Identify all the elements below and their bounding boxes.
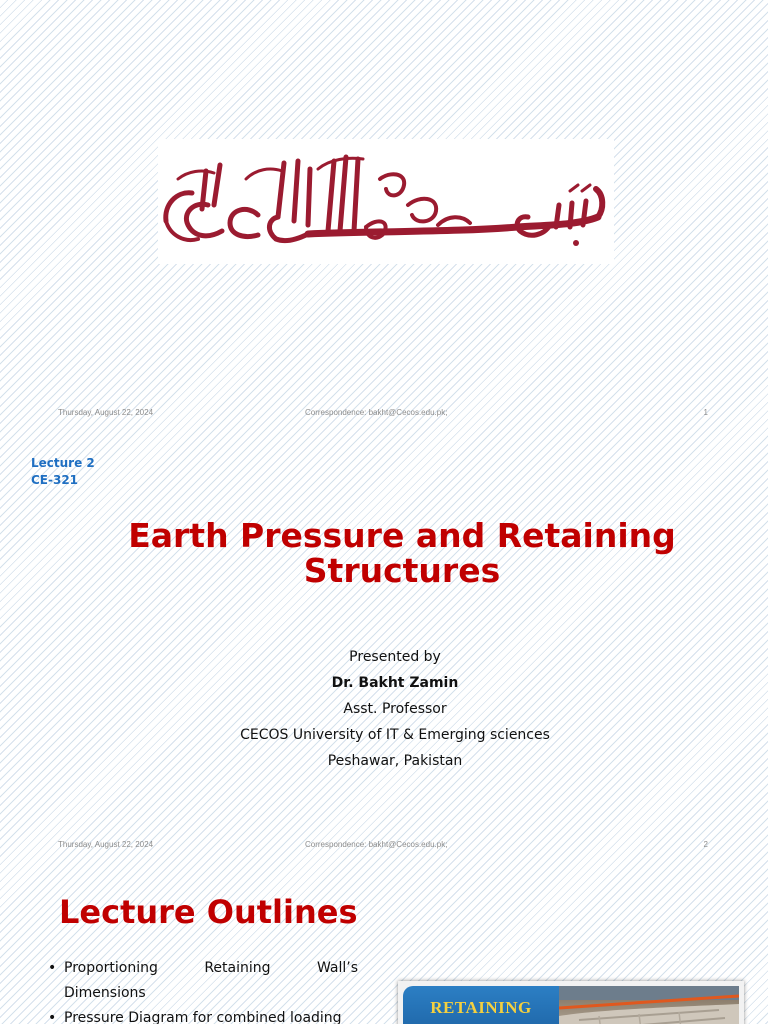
lecture-tag <box>31 455 95 489</box>
basmala-calligraphy-image <box>158 139 614 264</box>
presenter-block <box>200 644 590 774</box>
slide-number: 1 <box>703 408 708 417</box>
slide-footer <box>0 408 768 420</box>
presenter-university: CECOS University of IT & Emerging sciences <box>240 727 550 743</box>
footer-date: Thursday, August 22, 2024 <box>58 840 154 849</box>
list-item-text: Pressure Diagram for combined loading <box>64 1010 342 1024</box>
bullet-icon: • <box>48 1010 57 1024</box>
slide-2 <box>0 432 768 864</box>
slide-3 <box>0 864 768 1024</box>
slide-title: Lecture Outlines <box>59 893 358 931</box>
list-item-text: Proportioning Retaining Wall’s Dimensions <box>64 960 358 1001</box>
list-item <box>48 1006 358 1024</box>
outline-list <box>48 956 358 1024</box>
photo-caption: RETAINING <box>430 998 532 1017</box>
presenter-role: Asst. Professor <box>343 701 447 717</box>
footer-correspondence: Correspondence: bakht@Cecos.edu.pk; <box>305 840 448 849</box>
slide-title: Earth Pressure and Retaining Structures <box>128 516 676 590</box>
retaining-wall-photo <box>398 981 744 1024</box>
construction-site-icon <box>559 986 739 1024</box>
wall-construction-picture <box>559 986 739 1024</box>
photo-caption-panel <box>403 986 559 1024</box>
slide-number: 2 <box>703 840 708 849</box>
presenter-intro: Presented by <box>349 649 441 665</box>
slide-footer <box>0 840 768 852</box>
calligraphy-icon <box>158 139 614 264</box>
slide-1 <box>0 0 768 432</box>
presenter-name: Dr. Bakht Zamin <box>331 675 459 691</box>
course-code: CE-321 <box>31 473 79 487</box>
bullet-icon: • <box>48 960 57 976</box>
lecture-number: Lecture 2 <box>31 456 95 470</box>
footer-correspondence: Correspondence: bakht@Cecos.edu.pk; <box>305 408 448 417</box>
footer-date: Thursday, August 22, 2024 <box>58 408 154 417</box>
presenter-location: Peshawar, Pakistan <box>327 753 463 769</box>
list-item <box>48 956 358 1006</box>
